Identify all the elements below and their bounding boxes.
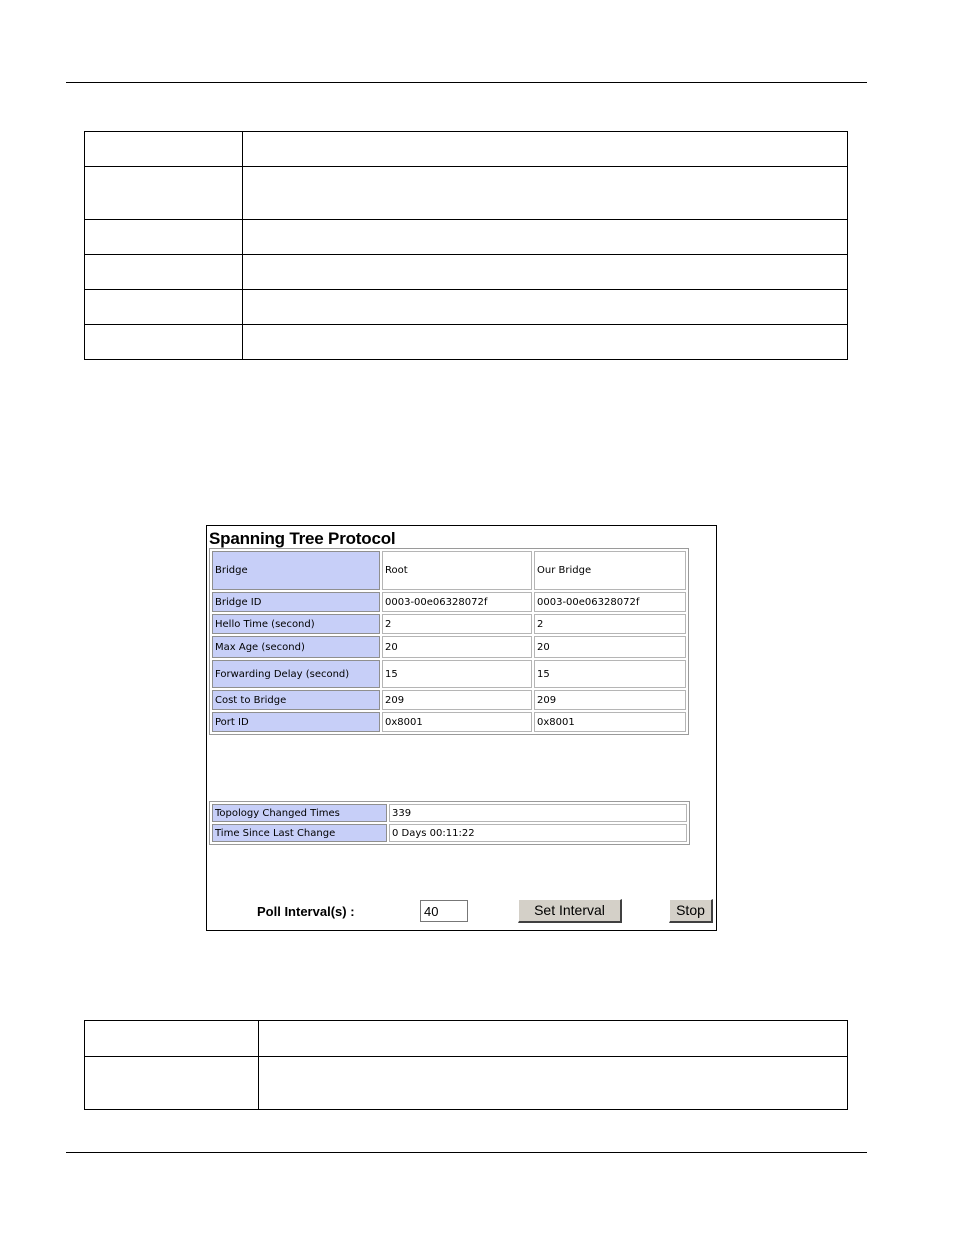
table-row xyxy=(85,290,848,325)
hello-time-root: 2 xyxy=(382,614,532,634)
stp-screenshot-frame xyxy=(206,525,717,931)
table-row xyxy=(85,1057,848,1110)
top-blank-table xyxy=(84,131,848,360)
max-age-our: 20 xyxy=(534,636,686,658)
bridge-id-our: 0003-00e06328072f xyxy=(534,592,686,612)
page-title: Spanning Tree Protocol xyxy=(209,529,396,548)
cost-to-bridge-our: 209 xyxy=(534,690,686,710)
table-row xyxy=(212,690,686,710)
table-row xyxy=(85,255,848,290)
bottom-blank-table xyxy=(84,1020,848,1110)
set-interval-button[interactable]: Set Interval xyxy=(518,899,622,923)
topology-changed-value: 339 xyxy=(389,804,687,822)
table-row xyxy=(212,592,686,612)
table-row xyxy=(212,804,687,822)
table-row xyxy=(212,824,687,842)
time-since-change-label: Time Since Last Change xyxy=(212,824,387,842)
max-age-label: Max Age (second) xyxy=(212,636,380,658)
hello-time-label: Hello Time (second) xyxy=(212,614,380,634)
stop-button[interactable]: Stop xyxy=(669,899,713,923)
topology-changed-label: Topology Changed Times xyxy=(212,804,387,822)
table-row xyxy=(212,712,686,732)
table-row xyxy=(212,660,686,688)
port-id-root: 0x8001 xyxy=(382,712,532,732)
root-header: Root xyxy=(382,551,532,590)
cost-to-bridge-root: 209 xyxy=(382,690,532,710)
bridge-header-label: Bridge xyxy=(212,551,380,590)
table-row xyxy=(85,167,848,220)
topology-table xyxy=(209,801,690,845)
table-row xyxy=(212,614,686,634)
poll-interval-label: Poll Interval(s) : xyxy=(257,904,355,919)
port-id-our: 0x8001 xyxy=(534,712,686,732)
bridge-id-label: Bridge ID xyxy=(212,592,380,612)
bridge-table xyxy=(209,548,689,735)
our-bridge-header: Our Bridge xyxy=(534,551,686,590)
table-row xyxy=(85,220,848,255)
forwarding-delay-our: 15 xyxy=(534,660,686,688)
forwarding-delay-label: Forwarding Delay (second) xyxy=(212,660,380,688)
poll-interval-input[interactable] xyxy=(420,900,468,922)
table-row xyxy=(85,1021,848,1057)
time-since-change-value: 0 Days 00:11:22 xyxy=(389,824,687,842)
table-row xyxy=(85,132,848,167)
bridge-id-root: 0003-00e06328072f xyxy=(382,592,532,612)
table-row xyxy=(85,325,848,360)
footer-rule xyxy=(66,1152,867,1153)
cost-to-bridge-label: Cost to Bridge xyxy=(212,690,380,710)
header-rule xyxy=(66,82,867,83)
table-header-row xyxy=(212,551,686,590)
hello-time-our: 2 xyxy=(534,614,686,634)
port-id-label: Port ID xyxy=(212,712,380,732)
table-row xyxy=(212,636,686,658)
forwarding-delay-root: 15 xyxy=(382,660,532,688)
max-age-root: 20 xyxy=(382,636,532,658)
